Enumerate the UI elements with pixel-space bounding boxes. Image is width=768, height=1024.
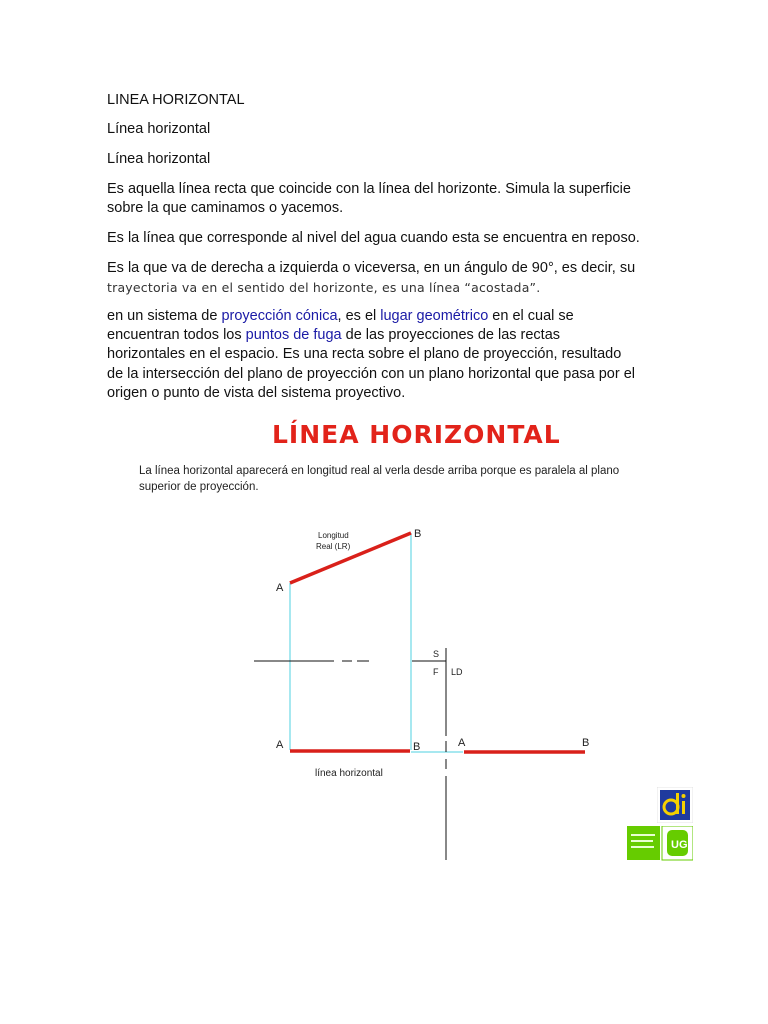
paragraph-text: , es el (337, 308, 381, 324)
document-heading: LINEA HORIZONTAL (107, 92, 245, 108)
label-point-b: B (414, 528, 422, 540)
label-linea-horizontal: línea horizontal (315, 768, 383, 779)
label-point-a: A (276, 582, 284, 594)
ug-logo-text: UG (671, 839, 688, 851)
di-logo (657, 787, 693, 823)
link-lugar-geometrico[interactable]: lugar geométrico (380, 308, 489, 324)
link-proyeccion-conica[interactable]: proyección cónica (221, 308, 338, 324)
paragraph-line: origen o punto de vista del sistema proyectivo. (107, 385, 406, 401)
paragraph-line: Es aquella línea recta que coincide con la línea del horizonte. Simula la superficie (107, 181, 631, 197)
figure-caption: La línea horizontal aparecerá en longitud real al verla desde arriba porque es paralela al plano (139, 465, 620, 477)
paragraph-line: trayectoria va en el sentido del horizonte, es una línea “acostada”. (107, 280, 541, 295)
paragraph-text: en el cual se (488, 308, 574, 324)
label-point-a: A (276, 739, 284, 751)
label-point-b: B (413, 741, 421, 753)
label-s: S (433, 649, 440, 659)
label-ld: LD (451, 667, 463, 677)
link-puntos-de-fuga[interactable]: puntos de fuga (245, 327, 342, 343)
label-longitud: Longitud (318, 531, 349, 540)
paragraph-text: de las proyecciones de las rectas (341, 327, 561, 343)
true-length-segment (290, 533, 411, 583)
figure-title: LÍNEA HORIZONTAL (272, 420, 561, 449)
subheading: Línea horizontal (107, 151, 211, 167)
figure-caption: superior de proyección. (139, 481, 259, 493)
ug-logo (627, 826, 693, 862)
paragraph-text: encuentran todos los (107, 327, 246, 343)
label-point-a: A (458, 737, 466, 749)
label-f: F (433, 667, 439, 677)
paragraph-line: Es la que va de derecha a izquierda o viceversa, en un ángulo de 90°, es decir, su (107, 260, 636, 276)
paragraph-line: horizontales en el espacio. Es una recta sobre el plano de proyección, resultado (107, 346, 622, 362)
paragraph-line: Es la línea que corresponde al nivel del agua cuando esta se encuentra en reposo. (107, 230, 640, 246)
paragraph-line: sobre la que caminamos o yacemos. (107, 200, 344, 216)
subheading: Línea horizontal (107, 121, 211, 137)
label-point-b: B (582, 737, 590, 749)
paragraph-text: en un sistema de (107, 308, 222, 324)
paragraph-line: de la intersección del plano de proyección con un plano horizontal que pasa por el (107, 366, 635, 382)
label-real: Real (LR) (316, 542, 351, 551)
